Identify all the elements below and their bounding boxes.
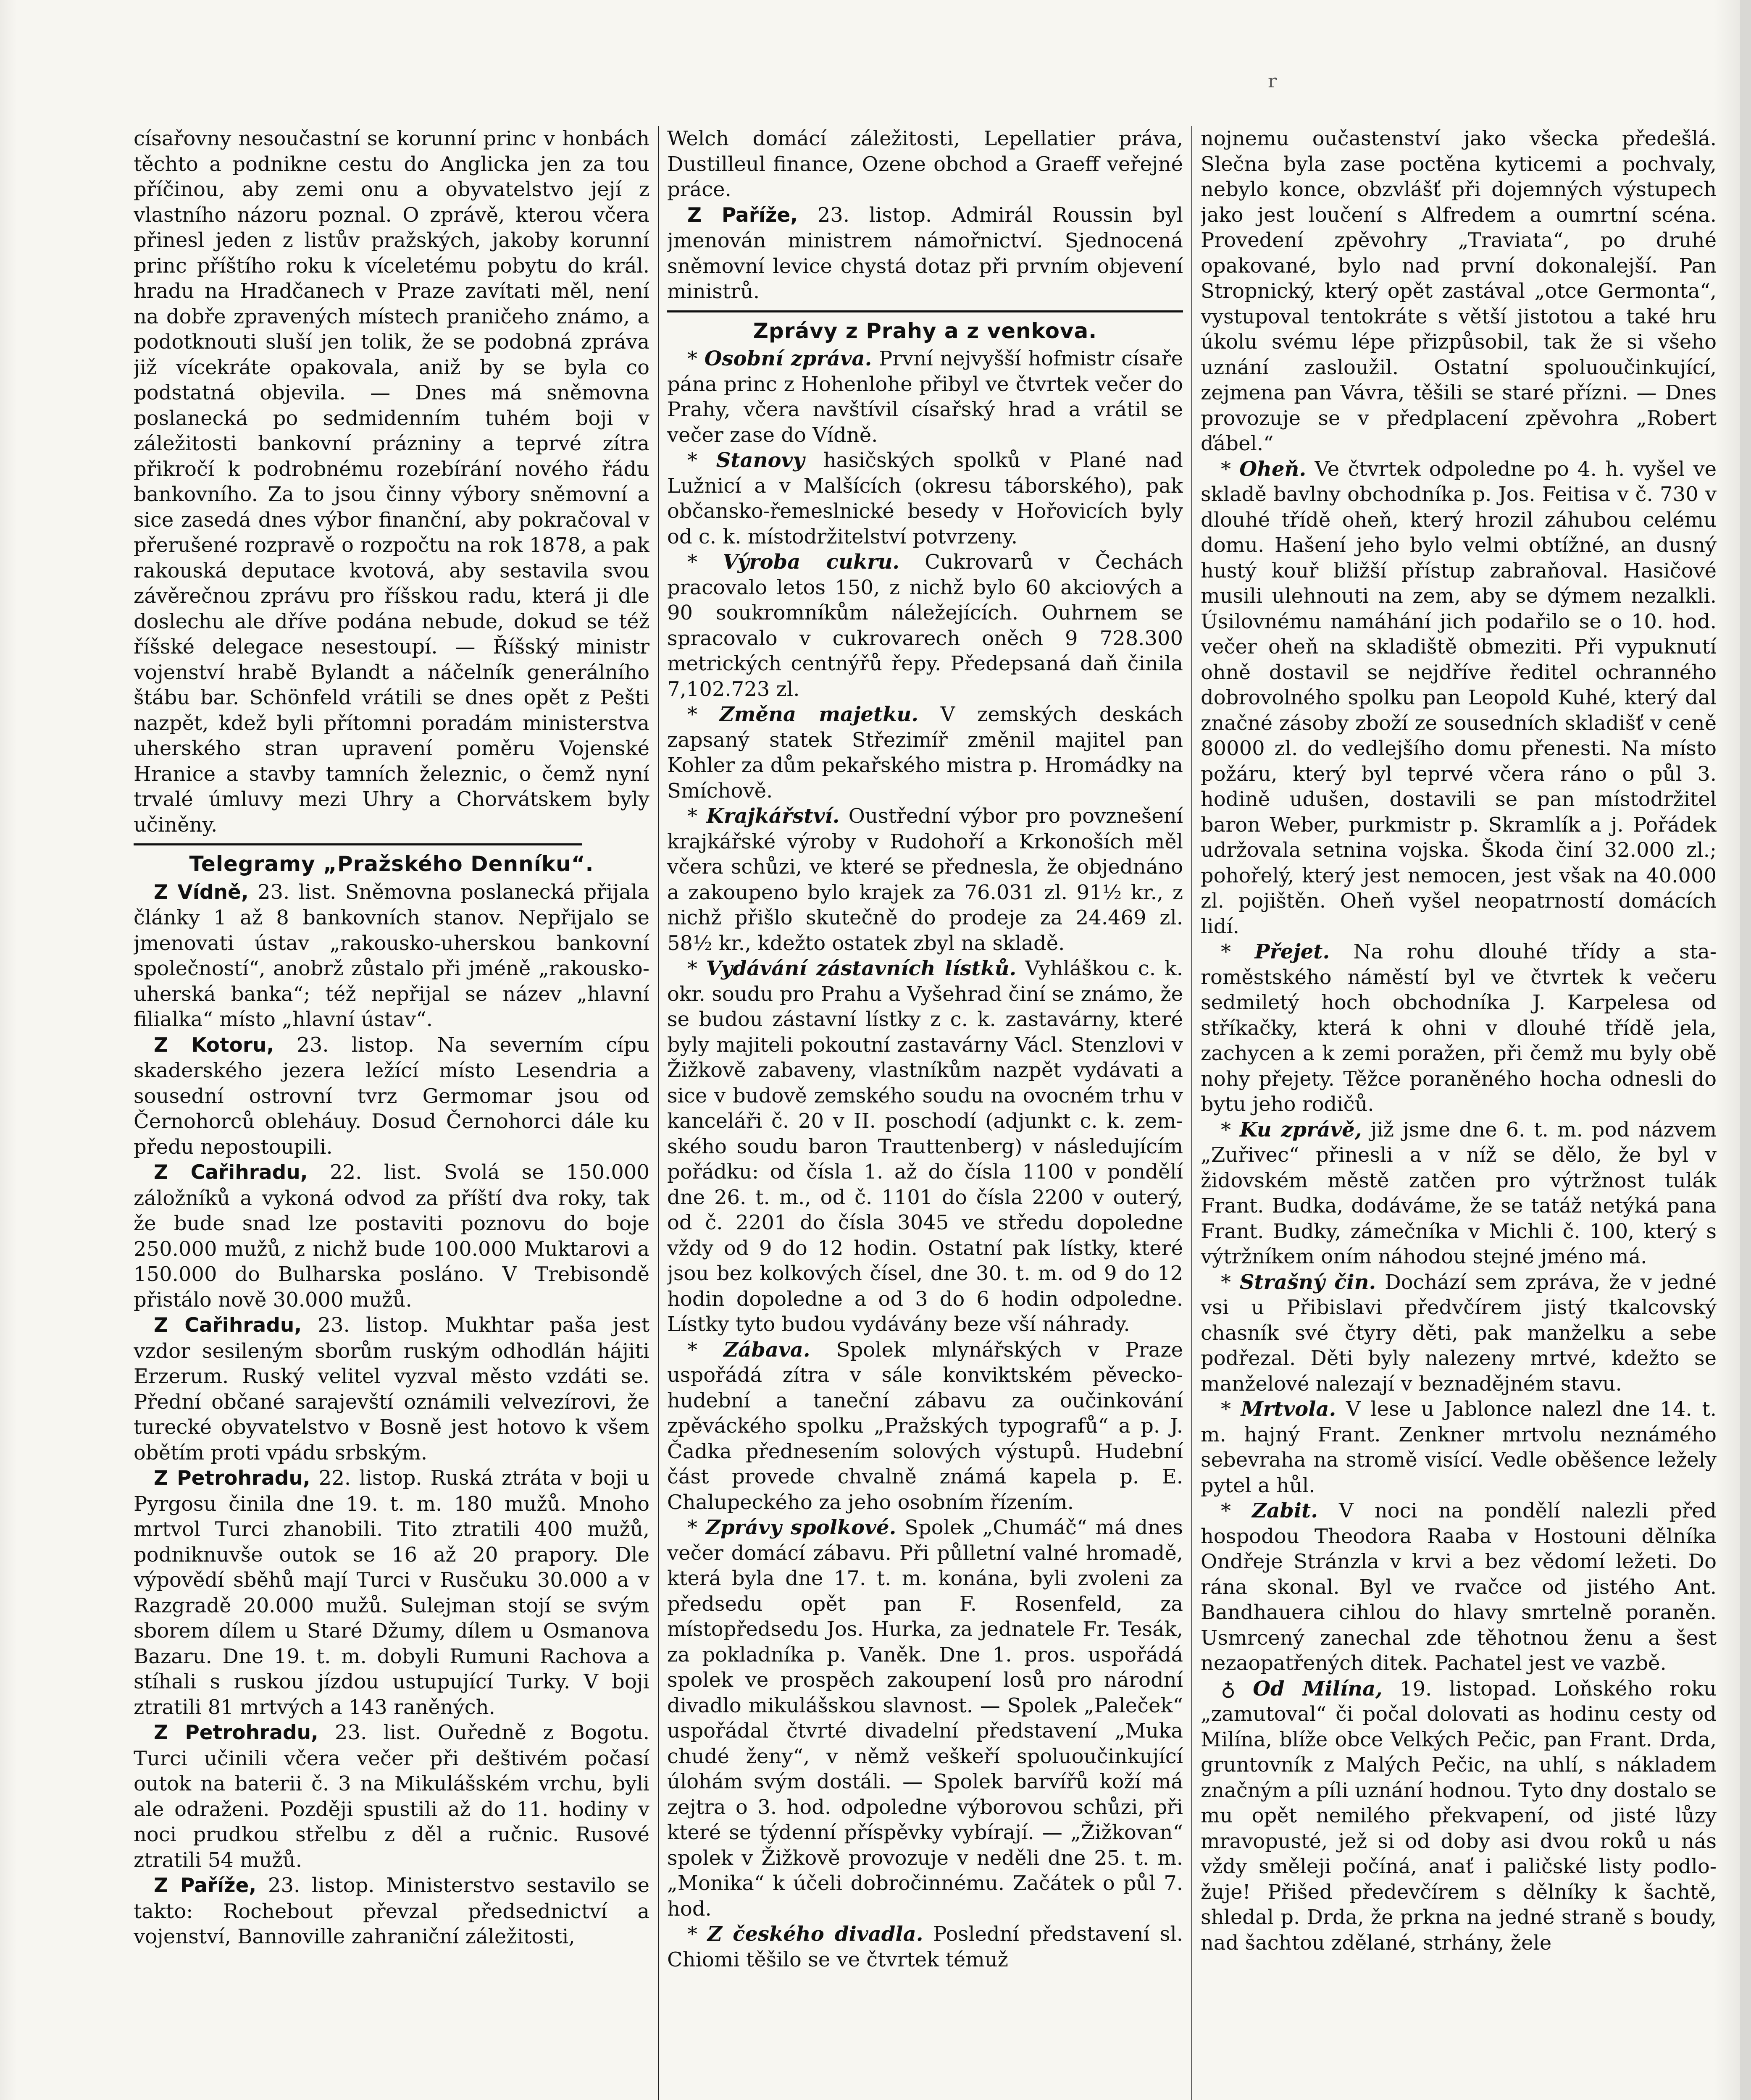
telegram-item: Z Petrohradu, 22. listop. Ruská ztráta v boji u Pyrgosu činila dne 19. t. m. 180 mužů. Mnoho mrtvol Turci zhanobili. Tito ztratili 400 mužů, podniknuvše outok se 16 až 20 prapory. Dle výpovědí sběhů mají Turci v Rusčuku 30.000 a v Razgradě 20.000 mužů. Sulejman stojí se svým sborem dílem u Staré Džumy, dílem u Osmanova Bazaru. Dne 19. t. m. dobyli Rumuni Rachova a stíhali s ruskou jízdou ustupující Turky. V boji ztratili 81 mrtvých a 143 raněných.	[134, 1466, 649, 1719]
telegram-item: Z Petrohradu, 23. list. Ouředně z Bogotu. Turci učinili včera večer při deštivém počasí outok na baterii č. 3 na Mikulášském vrchu, byli ale odraženi. Později spustili až do 11. hodiny v noci prudkou střelbu z děl a ručnic. Rusové ztratili 54 mužů.	[134, 1721, 649, 1872]
news-item: * Zabit. V noci na pondělí nalezli před hospodou Theodora Raaba v Hostouni dělníka Ondřeje Stránzla v krvi a bez vědomí ležeti. Do rána skonal. Byl ve rvačce od jistého Ant. Bandhauera cihlou do hlavy smrtelně poraněn. Usmrcený zanechal zde těhotnou ženu a šest nezaopatřených ditek. Pachatel jest ve vazbě.	[1201, 1499, 1717, 1675]
column-1	[134, 126, 649, 2100]
column-rule-1	[658, 126, 659, 2100]
telegram-item: Z Paříže, 23. listop. Ministerstvo sestavilo se takto: Rochebout převzal předsednictví a vojenství, Bannoville zahraniční záležitosti,	[134, 1874, 649, 1948]
section-heading-local-news: Zprávy z Prahy a z venkova.	[753, 318, 1097, 343]
telegram-continuation: Welch domácí záležitosti, Lepellatier práva, Dustilleul finance, Ozene obchod a Graeff veřejné práce.	[667, 127, 1183, 201]
news-item: * Mrtvola. V lese u Jablonce nalezl dne 14. t. m. hajný Frant. Zenkner mrtvolu neznámého sebevraha na stromě visící. Vedle oběšence ležely pytel a hůl.	[1201, 1397, 1717, 1497]
news-item: * Vydávání zástavních lístků. Vyhláškou c. k. okr. soudu pro Prahu a Vyšehrad činí se známo, že se budou zástavní lístky z c. k. zastavárny, které byly majiteli pokoutní zastavárny Václ. Stenzlovi v Žižkově zabaveny, vlastníkům nazpět vydávati a sice v budově zemského soudu na ovocném trhu v kanceláři č. 20 v II. poschodí (adjunkt c. k. zemského soudu baron Trauttenberg) v následujícím pořádku: od čísla 1. až do čísla 1100 v pondělí dne 26. t. m., od č. 1101 do čísla 2200 v outerý, od č. 2201 do čísla 3045 ve středu dopoledne vždy od 9 do 12 hodin. Ostatní pak lístky, které jsou bez kolkových čísel, dne 30. t. m. od 9 do 12 hodin dopoledne a od 3 do 6 hodin odpoledne. Lístky tyto budou vydávány beze vší náhrady.	[667, 957, 1183, 1336]
news-item: * Přejet. Na rohu dlouhé třídy a staroměstského náměstí byl ve čtvrtek k večeru sedmiletý hoch obchodníka J. Karpelesa od stříkačky, která k ohni v dlouhé třídě jela, zachycen a k zemi poražen, při čemž mu byly obě nohy přejety. Těžce poraněného hocha odnesli do bytu jeho rodičů.	[1201, 940, 1717, 1116]
news-item: * Strašný čin. Dochází sem zpráva, že v jedné vsi u Přibislavi předvčírem jistý tkalcovský chasník své čtyry děti, pak manželku a sebe podřezal. Děti byly nalezeny mrtvé, kdežto se manželové nalezají v beznadějném stavu.	[1201, 1270, 1717, 1396]
page-edge-shadow	[1740, 0, 1751, 2100]
news-item: * Zprávy spolkové. Spolek „Chumáč“ má dnes večer domácí zábavu. Při půlletní valné hromadě, která byla dne 17. t. m. konána, byli zvoleni za předsedu opět pan F. Rosenfeld, za místopředsedu Jos. Hurka, za jednatele Fr. Tesák, za pokladníka p. Vaněk. Dne 1. pros. uspořádá spolek ve prospěch zakoupení losů pro národní divadlo mikulášskou slavnost. — Spolek „Paleček“ uspořádal čtvrté divadelní představení „Muka chudé ženy“, v němž veškeří spoluoučinkující úlohám svým dostáli. — Spolek barvířů koží má zejtra o 3. hod. odpoledne výborovou schůzi, při které se týdenní příspěvky vybírají. — „Žižkovan“ spolek v Žižkově provozuje v neděli dne 25. t. m. „Monika“ k účeli dobročinnému. Začátek o půl 7. hod.	[667, 1516, 1183, 1921]
column-2	[667, 126, 1183, 2100]
news-continuation: nojnemu oučastenství jako všecka předešlá. Slečna byla zase poctěna kyticemi a pochvaly, nebylo konce, obzvlášť při dojemných výstupech jako jest loučení s Alfredem a oumrtní scéna. Provedení zpěvohry „Traviata“, po druhé opakované, bylo nad první dokonalejší. Pan Stropnický, který opět zastával „otce Germonta“, vystupoval tentokráte s větší jistotou a také hru úkolu svému lépe přizpůsobil, tak že si všeho uznání zasloužil. Ostatní spoluoučinkující, zejmena pan Vávra, těšili se staré přízni. — Dnes provozuje se v předplacení zpěvohra „Robert ďábel.“	[1201, 127, 1717, 455]
section-separator	[134, 843, 582, 845]
column-3	[1201, 126, 1717, 2100]
telegram-item: Z Kotoru, 23. listop. Na severním cípu skaderského jezera ležící místo Lesendria a sousední ostrovní tvrz Germomar jsou od Černohorců obleháuy. Dosud Černohorci dále ku předu nepostoupili.	[134, 1033, 649, 1159]
news-item: * Stanovy hasičských spolků v Plané nad Lužnicí a v Malšících (okresu táborského), pak občansko-řemeslnické besedy v Hořovicích byly od c. k. místodržitelství potvrzeny.	[667, 449, 1183, 549]
news-item: ♁ Od Milína, 19. listopad. Loňského roku „zamutoval“ či počal dolovati as hodinu cesty od Milína, blíže obce Velkých Pečic, pan Frant. Drda, gruntovník z Malých Pečic, na uhlí, s nákladem značným a píli uznání hodnou. Tyto dny dostalo se mu opět nemilého překvapení, od jisté lůzy mravopusté, jež si od doby asi dvou roků u nás vždy směleji počíná, anať i paličské listy podložuje! Přišed předevčírem s dělníky k šachtě, shledal p. Drda, že prkna na jedné straně s boudy, nad šachtou zdělané, strhány, žele	[1201, 1677, 1717, 1955]
news-item: * Zábava. Spolek mlynářských v Praze uspořádá zítra v sále konviktském pěvecko-hudební a taneční zábavu za oučinkování zpěváckého spolku „Pražských typografů“ a p. J. Čadka přednesením solových výstupů. Hudební část provede chvalně známá kapela p. E. Chalupeckého za jeho osobním řízením.	[667, 1338, 1183, 1514]
news-item: * Změna majetku. V zemských deskách zapsaný statek Střezimíř změnil majitel pan Kohler za dům pekařského mistra p. Hromádky na Smíchově.	[667, 703, 1183, 803]
telegram-item: Z Paříže, 23. listop. Admirál Roussin byl jmenován ministrem námořnictví. Sjednocená sněmovní levice chystá dotaz při prvním objevení ministrů.	[667, 203, 1183, 303]
telegram-item: Z Cařihradu, 22. list. Svolá se 150.000 záložníků a vykoná odvod za příští dva roky, tak že bude snad lze postaviti poznovu do boje 250.000 mužů, z nichž bude 100.000 Muktarovi a 150.000 do Bulharska posláno. V Trebisondě přistálo nově 30.000 mužů.	[134, 1160, 649, 1312]
news-item: * Z českého divadla. Poslední představení sl. Chiomi těšilo se ve čtvrtek témuž	[667, 1922, 1183, 1971]
telegram-item: Z Cařihradu, 23. listop. Mukhtar paša jest vzdor sesileným sborům ruským odhodlán hájiti Erzerum. Ruský velitel vyzval město vzdáti se. Přední občané sarajevští oznámili velvezírovi, že turecké obyvatelstvo v Bosně jest hotovo k všem obětím proti vpádu srbským.	[134, 1313, 649, 1465]
news-item: * Krajkářství. Oustřední výbor pro povznešení krajkářské výroby v Rudohoří a Krkonoších měl včera schůzi, ve které se přednesla, že objednáno a zakoupeno bylo krajek za 76.031 zl. 91½ kr., z nichž přišlo skutečně do prodeje za 24.469 zl. 58½ kr., kdežto ostatek zbyl na skladě.	[667, 804, 1183, 955]
news-item: * Oheň. Ve čtvrtek odpoledne po 4. h. vyšel ve skladě bavlny obchodníka p. Jos. Feitisa v č. 730 v dlouhé třídě oheň, který hrozil záhubou celému domu. Hašení jeho bylo velmi obtížné, an dusný hustý kouř bližší přístup zabraňoval. Hasičové musili ulehnouti na zem, aby se dýmem nezalkli. Úsilovnému namáhání jich podařilo se o 10. hod. večer oheň na skladiště obmeziti. Při vypuknutí ohně dostavil se nejdříve ředitel ochranného dobrovolného spolku pan Leopold Kuhé, který dal značné zásoby zboží ze sousedních skladišť v ceně 80000 zl. do vedlejšího domu přenesti. Na místo požáru, který byl teprvé včera ráno o půl 3. hodině udušen, dostavili se pan místodržitel baron Weber, purkmistr p. Skramlík a j. Pořádek udržovala setnina vojska. Škoda činí 32.000 zl.; pohořelý, který jest nemocen, jest však na 40.000 zl. pojištěn. Oheň vyšel neopatrností domácích lidí.	[1201, 457, 1717, 938]
news-item: * Výroba cukru. Cukrovarů v Čechách pracovalo letos 150, z nichž bylo 60 akciových a 90 soukromníkům náležejících. Ouhrnem se spracovalo v cukrovarech oněch 9 728.300 metrických centnýřů řepy. Předepsaná daň činila 7,102.723 zl.	[667, 550, 1183, 701]
article-continuation: císařovny nesoučastní se korunní princ v honbách těchto a podnikne cestu do Anglicka jen za tou příčinou, aby zemi onu a obyvatelstvo její z vlastního názoru poznal. O zprávě, kterou včera přinesl jeden z listův pražských, jakoby korunní princ příštího roku k víceletému pobytu do král. hradu na Hradčanech v Praze zavítati měl, není na dobře zpravených místech praničeho známo, a podotknouti sluší jen tolik, že se podobná zpráva již vícekráte opakovala, aniž by se byla co podstatná objevila. — Dnes má sněmovna poslanecká po sedmidenním tuhém boji v záležitosti bankovní prázniny a teprvé zítra přikročí k podrobnému rozebírání nového řádu bankovního. Za to jsou činny výbory sněmovní a sice zasedá dnes výbor finanční, aby pokračoval v přerušené rozpravě o rozpočtu na rok 1878, a pak rakouská deputace kvotová, aby sestavila svou závěrečnou zprávu pro říšskou radu, která ji dle doslechu ale dříve podána nebude, dokud se též říšské delegace nesestoupí. — Říšský ministr vojenství hrabě Bylandt a náčelník generálního štábu bar. Schönfeld vrátili se dnes opět z Pešti nazpět, kdež byli přítomni poradám ministerstva uherského stran upravení poměru Vojenské Hranice a stavby tamních železnic, o čemž nyní trvalé úmluvy mezi Uhry a Chorvátskem byly učiněny.	[134, 127, 649, 837]
section-heading-telegrams: Telegramy „Pražského Denníku“.	[189, 852, 594, 876]
column-rule-2	[1191, 126, 1192, 2100]
margin-mark: r	[1268, 71, 1277, 92]
telegram-item: Z Vídně, 23. list. Sněmovna poslanecká přijala články 1 až 8 bankovních stanov. Nepřijalo se jmenovati ústav „rakousko-uherskou bankovní společností“, anobrž zůstalo při jméně „rakousko-uherská banka“; též nepřijal se název „hlavní filialka“ místo „hlavní ústav“.	[134, 880, 649, 1031]
news-item: * Osobní zpráva. První nejvyšší hofmistr císaře pána princ z Hohenlohe přibyl ve čtvrtek večer do Prahy, včera navštívil císařský hrad a vrátil se večer zase do Vídně.	[667, 347, 1183, 447]
news-item: * Ku zprávě, již jsme dne 6. t. m. pod názvem „Zuřivec“ přinesli a v níž se dělo, že byl v židovském městě zatčen pro výtržnost tulák Frant. Budka, dodáváme, že se tatáž netýká pana Frant. Budky, zámečníka v Michli č. 100, který s výtržníkem oním náhodou stejné jméno má.	[1201, 1118, 1717, 1268]
section-separator	[667, 310, 1183, 312]
